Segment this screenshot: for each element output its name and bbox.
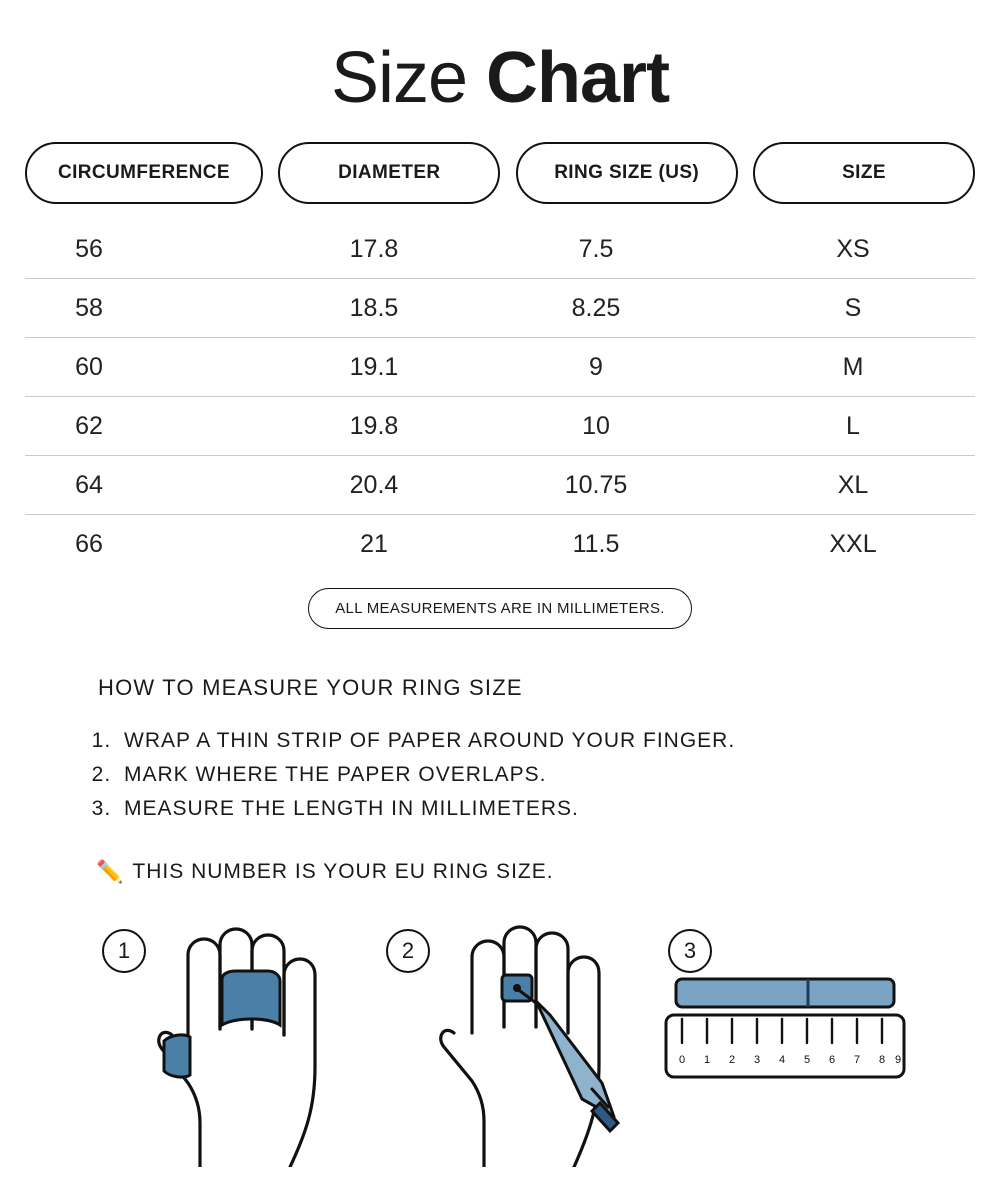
illustration-hand-wrap [140, 917, 330, 1172]
cell-diameter: 21 [360, 530, 388, 558]
svg-text:2: 2 [728, 1054, 736, 1066]
cell-circumference: 60 [75, 352, 103, 381]
cell-size: M [842, 352, 864, 381]
cell-diameter: 18.5 [349, 293, 399, 322]
list-item: 1. WRAP A THIN STRIP OF PAPER AROUND YOUR FINGER. [118, 729, 1000, 753]
svg-text:1: 1 [703, 1054, 711, 1066]
cell-ring-size-us: 11.5 [572, 530, 620, 558]
cell-diameter: 17.8 [349, 234, 399, 263]
table-row [25, 220, 975, 279]
svg-text:4: 4 [778, 1054, 786, 1066]
measurement-note: ALL MEASUREMENTS ARE IN MILLIMETERS. [308, 588, 691, 629]
cell-ring-size-us: 9 [589, 352, 603, 381]
hand-with-pencil-icon [432, 917, 622, 1167]
svg-text:6: 6 [828, 1054, 836, 1066]
eu-size-note [96, 859, 1000, 885]
step-badge-3: 3 [668, 929, 712, 973]
cell-circumference: 66 [75, 530, 103, 558]
cell-ring-size-us: 10 [582, 411, 610, 440]
cell-diameter: 20.4 [349, 470, 399, 499]
list-item: 2. MARK WHERE THE PAPER OVERLAPS. [118, 763, 1000, 787]
illustration-mark-wrap [432, 917, 622, 1172]
eu-size-note-text: THIS NUMBER IS YOUR EU RING SIZE. [132, 860, 554, 883]
cell-ring-size-us: 10.75 [564, 470, 628, 499]
howto-heading: HOW TO MEASURE YOUR RING SIZE [98, 675, 523, 700]
svg-text:7: 7 [853, 1054, 861, 1066]
column-header-ring-size-us: RING SIZE (US) [516, 142, 738, 204]
svg-text:3: 3 [753, 1054, 761, 1066]
list-item: 3. MEASURE THE LENGTH IN MILLIMETERS. [118, 797, 1000, 821]
cell-size: XXL [829, 530, 877, 558]
page-title-light: Size [330, 38, 487, 118]
table-row [25, 338, 975, 397]
cell-circumference: 56 [75, 234, 103, 263]
pencil-icon: ✏️ [96, 859, 125, 884]
step-badge-1: 1 [102, 929, 146, 973]
cell-diameter: 19.1 [349, 352, 399, 381]
illustration-ruler-wrap [660, 975, 910, 1090]
cell-size: XL [837, 470, 869, 499]
cell-ring-size-us: 7.5 [578, 234, 614, 263]
ruler-icon [660, 975, 910, 1085]
cell-diameter: 19.8 [349, 411, 399, 440]
table-body [25, 220, 975, 574]
cell-size: XS [836, 234, 870, 263]
size-table [25, 142, 975, 629]
cell-size: L [846, 411, 860, 440]
cell-size: S [844, 293, 862, 322]
cell-circumference: 64 [75, 470, 103, 499]
hand-with-paper-icon [140, 917, 330, 1167]
table-header-row [25, 142, 975, 204]
cell-circumference: 62 [75, 411, 103, 440]
column-header-circumference: CIRCUMFERENCE [25, 142, 263, 204]
svg-text:0: 0 [678, 1054, 686, 1066]
page-title-bold: Chart [486, 38, 670, 118]
svg-text:8: 8 [878, 1054, 886, 1066]
table-row [25, 397, 975, 456]
svg-text:5: 5 [803, 1054, 811, 1066]
step-badge-2: 2 [386, 929, 430, 973]
column-header-diameter: DIAMETER [278, 142, 500, 204]
svg-text:9: 9 [894, 1054, 902, 1066]
howto-steps [118, 729, 1000, 821]
column-header-size: SIZE [753, 142, 975, 204]
measurement-note-wrap [25, 588, 975, 629]
page-title [0, 0, 1000, 118]
table-row [25, 515, 975, 574]
illustration-strip [0, 907, 1000, 1167]
table-row [25, 456, 975, 515]
table-row [25, 279, 975, 338]
cell-ring-size-us: 8.25 [571, 293, 621, 322]
cell-circumference: 58 [75, 293, 103, 322]
